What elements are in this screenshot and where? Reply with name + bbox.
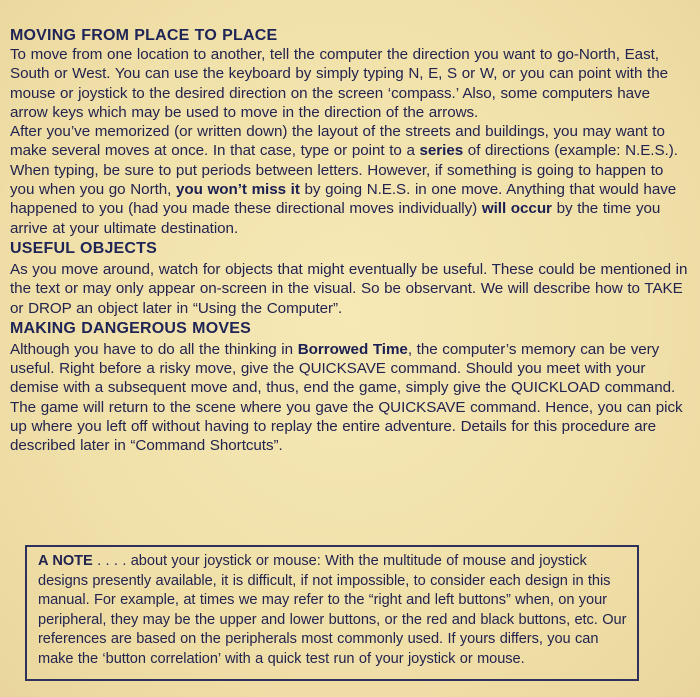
text-run: , the computer’s memory can be very useful. Right before a risky move, give the QUICKSAVE command. Should you meet with your demise with a subsequent move and, thus, end the game, simply give the QUICKLOAD command. The game will return to the scene where you gave the QUICKSAVE command. Hence, you can pick up where you left off without having to replay the entire adventure. Details for this procedure are described later in “Command Shortcuts”. — [10, 340, 683, 455]
emphasis-wont-miss-it: you won’t miss it — [175, 181, 300, 199]
emphasis-borrowed-time: Borrowed Time — [297, 340, 408, 358]
text-run: by the time you arrive at your ultimate destination. — [10, 200, 661, 237]
text-run: Although you have to do all the thinking in — [10, 340, 298, 358]
section-heading-dangerous-moves: MAKING DANGEROUS MOVES — [10, 319, 251, 337]
section-heading-useful-objects: USEFUL OBJECTS — [10, 239, 158, 257]
text-run: of directions (example: N.E.S.). When typing, be sure to put periods between letters. However, if something is going to happen to you when you go North, — [10, 142, 678, 199]
text-run: To move from one location to another, tell the computer the direction you want to go-North, East, South or West. You can use the keyboard by simply typing N, E, S or W, or you can point with the mouse or joystick to the desired direction on the screen ‘compass.’ Also, some computers have arrow keys which may be used to move in the direction of the arrows. — [10, 46, 668, 121]
text-run: by going N.E.S. in one move. Anything that would have happened to you (had you made these directional moves individually) — [10, 181, 677, 218]
text-run: As you move around, watch for objects that might eventually be useful. These could be mentioned in the text or may only appear on-screen in the visual. So be observant. We will describe how to TAKE or DROP an object later in “Using the Computer”. — [10, 260, 688, 317]
emphasis-series: series — [419, 142, 464, 160]
paragraph-moving-2 — [10, 122, 690, 238]
paragraph-useful-objects — [10, 260, 690, 318]
note-lead: A NOTE — [38, 553, 93, 569]
manual-content — [10, 26, 690, 456]
note-text: . . . . about your joystick or mouse: With the multitude of mouse and joystick designs presently available, it is difficult, if not impossible, to consider each design in this manual. For example, at times we may refer to the “right and left buttons” when, on your peripheral, they may be the upper and lower buttons, or the red and black buttons, etc. Our references are based on the peripherals most commonly used. If yours differs, you can make the ‘button correlation’ with a quick test run of your joystick or mouse. — [38, 553, 627, 667]
note-box — [25, 545, 639, 681]
section-heading-moving: MOVING FROM PLACE TO PLACE — [10, 27, 278, 44]
paragraph-dangerous-moves — [10, 340, 690, 456]
paragraph-moving-1 — [10, 45, 690, 122]
emphasis-will-occur: will occur — [481, 200, 552, 218]
text-run: After you’ve memorized (or written down) the layout of the streets and buildings, you may want to make several moves at once. In that case, type or point to a — [10, 123, 665, 160]
